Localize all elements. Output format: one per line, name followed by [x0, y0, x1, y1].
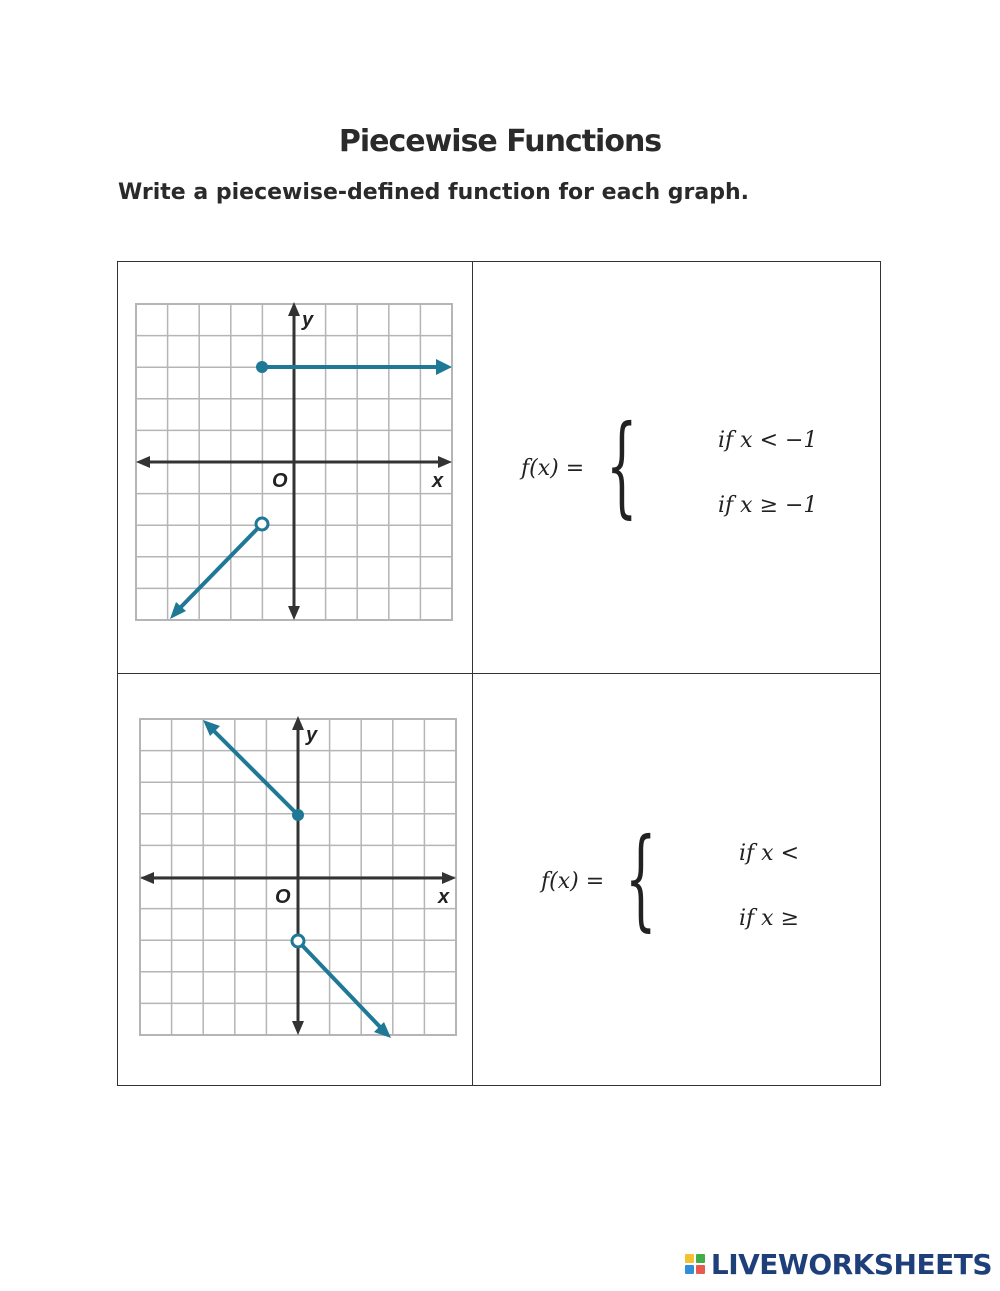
y-axis [292, 716, 304, 1035]
equation-cell-1 [473, 262, 881, 674]
brand-name: LIVEWORKSHEETS [710, 1247, 992, 1281]
problems-table [117, 261, 881, 1086]
case-1-condition: if x < −1 [718, 428, 818, 453]
case-2-condition: if x ≥ [739, 906, 800, 931]
piece-lower [170, 518, 268, 619]
logo-square-v [685, 1265, 694, 1274]
origin-label: O [275, 886, 291, 908]
open-point [292, 935, 304, 947]
closed-point [292, 809, 304, 821]
logo-square-i [696, 1254, 705, 1263]
x-axis-label: x [432, 470, 444, 492]
instructions: Write a piecewise-defined function for each graph. [118, 180, 749, 205]
x-axis-label: x [438, 886, 450, 908]
graph-cell-2 [118, 674, 473, 1086]
graph-1 [118, 262, 472, 673]
closed-point [256, 361, 268, 373]
equation-cell-2 [473, 674, 881, 1086]
piece-upper [256, 359, 452, 375]
left-brace: { [625, 814, 657, 942]
function-label: f(x) = [521, 456, 585, 481]
case-2-condition: if x ≥ −1 [718, 493, 818, 518]
y-axis-label: y [302, 309, 314, 331]
graph-2 [118, 674, 472, 1085]
y-axis-label: y [306, 724, 318, 746]
case-1-condition: if x < [739, 841, 800, 866]
graph-cell-1 [118, 262, 473, 674]
open-point [256, 518, 268, 530]
piece-lower [292, 935, 391, 1038]
logo-icon [685, 1254, 705, 1274]
left-brace: { [606, 401, 638, 529]
logo-square-l [685, 1254, 694, 1263]
piece-upper [203, 720, 304, 821]
worksheet-title: Piecewise Functions [338, 124, 662, 159]
origin-label: O [272, 470, 288, 492]
function-label: f(x) = [541, 869, 605, 894]
problem-row-2 [118, 674, 881, 1086]
problem-row-1 [118, 262, 881, 674]
logo-square-e [696, 1265, 705, 1274]
liveworksheets-logo[interactable] [685, 1247, 992, 1281]
